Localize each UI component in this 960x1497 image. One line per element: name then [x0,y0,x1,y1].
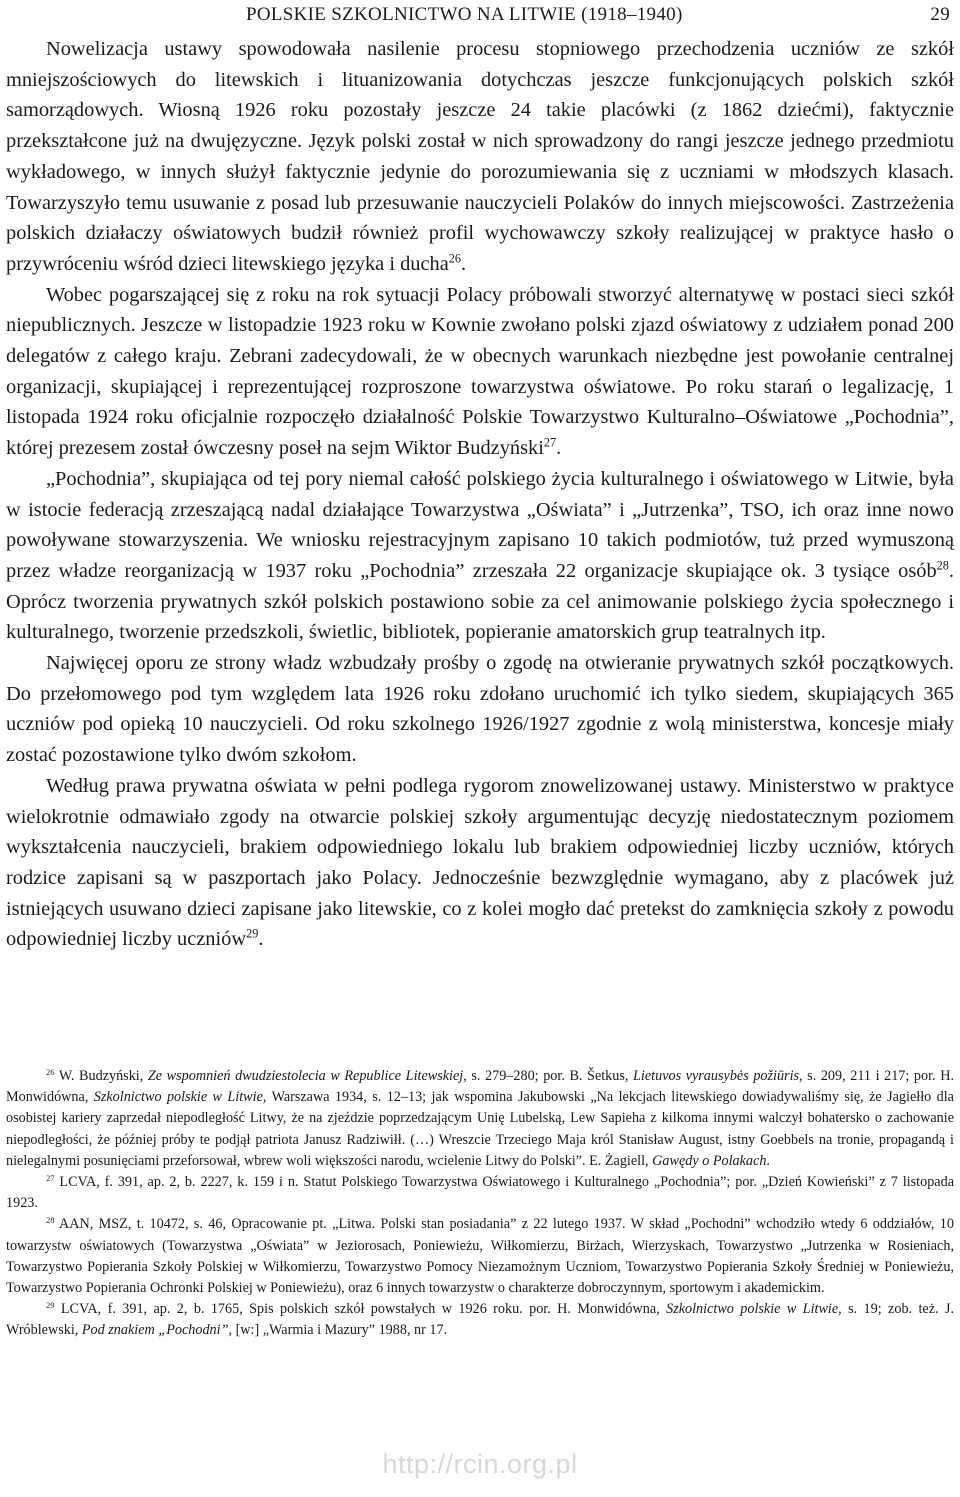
footnote-text: , s. 209, 211 i 217; por. H. Monwidówna, [6,1068,954,1106]
paragraph-3 [6,464,954,648]
footnote-ref-29[interactable]: 29 [246,927,259,942]
footnote-text: LCVA, f. 391, ap. 2, b. 1765, Spis polskich szkół powstałych w 1926 roku. por. H. Monwidówna, [54,1301,667,1318]
footnote-text: LCVA, f. 391, ap. 2, b. 2227, k. 159 i n. Statut Polskiego Towarzystwa Oświatowego i Kulturalnego „Pochodnia”; por. „Dzień Kowieński” z 7 listopada 1923. [6,1174,954,1212]
cited-title: Ze wspomnień dwudziestolecia w Republice Litewskiej [147,1068,464,1084]
footnotes [6,1066,954,1342]
footnote-text: . [766,1152,770,1169]
source-watermark: http://rcin.org.pl [382,1449,578,1479]
footnote-number: 27 [46,1172,55,1183]
footnote-text: W. Budzyński, [54,1068,148,1084]
paragraph-2-end: . [556,437,562,460]
running-head [200,2,950,30]
footnote-28 [6,1214,954,1299]
footnote-number: 28 [46,1215,55,1226]
footnote-29 [6,1299,954,1341]
footnote-text: , Warszawa 1934, s. 12–13; jak wspomina Jakubowski „Na lekcjach litewskiego dowiadywaliśmy się, że Jagiełło dla osobistej kariery zaprzedał niepodległość Litwy, że na zjeździe poprzedzającym Unię Lubelską, Lew Sapieha z kilkoma innymi walczył bohatersko o zachowanie niepodległości, że później próby te podjął patriota Janusz Radziwiłł. (…) Wreszcie Trzeciego Maja król Stanisław August, istny Goebbels na tronie, propagandą i nielegalnymi posunięciami przeforsował, wbrew woli większości narodu, wcielenie Litwy do Polski”. E. Żagiell, [6,1089,954,1169]
paragraph-5 [6,771,954,955]
main-text [6,34,954,955]
paragraph-1-end: . [461,252,467,275]
footnote-number: 26 [46,1066,55,1077]
footnote-text: , s. 19; zob. też. J. Wróblewski, [6,1301,955,1339]
cited-title: Szkolnictwo polskie w Litwie [93,1089,263,1106]
paragraph-4: Najwięcej oporu ze strony władz wzbudzały prośby o zgodę na otwieranie prywatnych szkół początkowych. Do przełomowego pod tym względem lata 1926 roku zdołano uruchomić ich tylko siedem, skupiających 365 uczniów pod opieką 10 nauczycieli. Od roku szkolnego 1926/1927 zgodnie z wolą ministerstwa, koncesje miały zostać pozostawione tylko dwóm szkołom. [6,652,954,767]
paragraph-5-text: Według prawa prywatna oświata w pełni podlega rygorom znowelizowanej ustawy. Ministerstwo w praktyce wielokrotnie odmawiało zgody na otwarcie polskiej szkoły argumentując decyzję niedostatecznym poziomem wykształcenia nauczycieli, brakiem odpowiedniego lokalu lub brakiem odpowiedniej liczby uczniów, których rodzice zapisani są w paszportach jako Polacy. Jednocześnie bezwzględnie wymagano, aby z placówek już istniejących usuwano dzieci zapisane jako litewskie, co z kolei mogło dać pretekst do zamknięcia szkoły z powodu odpowiedniej liczby uczniów [6,774,954,951]
footnote-text: , s. 279–280; por. B. Šetkus, [463,1068,634,1084]
footnote-ref-26[interactable]: 26 [448,251,462,266]
paragraph-3-text: „Pochodnia”, skupiająca od tej pory niemal całość polskiego życia kulturalnego i oświatowego w Litwie, była w istocie federacją zrzeszającą nadal działające Towarzystwa „Oświata” i „Jutrzenka”, TSO, ich oraz inne nowo powoływane stowarzyszenia. We wniosku rejestracyjnym zapisano 10 takich podmiotów, tuż przed wymuszoną przez władze reorganizacją w 1937 roku „Pochodnia” zrzeszała 22 organizacje skupiające ok. 3 tysiące osób [6,467,954,582]
paragraph-1 [6,34,954,280]
paragraph-5-end: . [258,928,264,951]
cited-title: Gawędy o Polakach [652,1152,767,1169]
footnote-ref-27[interactable]: 27 [543,435,557,450]
footnote-27 [6,1172,954,1214]
footnote-ref-28[interactable]: 28 [936,558,949,573]
cited-title: Szkolnictwo polskie w Litwie [666,1301,839,1318]
footnote-number: 29 [46,1300,55,1311]
footnote-26 [6,1066,954,1172]
paragraph-3-end: . Oprócz tworzenia prywatnych szkół polskich postawiono sobie za cel animowanie polskiego życia społecznego i kulturalnego, tworzenie przedszkoli, świetlic, bibliotek, popieranie amatorskich grup teatralnych itp. [6,559,954,644]
page-number: 29 [930,4,950,25]
paragraph-1-text: Nowelizacja ustawy spowodowała nasilenie procesu stopniowego przechodzenia uczniów ze szkół mniejszościowych do litewskich i lituanizowania dotychczas jeszcze funkcjonujących polskich szkół samorządowych. Wiosną 1926 roku pozostały jeszcze 24 takie placówki (z 1862 dziećmi), faktycznie przekształcone już na dwujęzyczne. Język polski został w nich sprowadzony do rangi jeszcze jednego przedmiotu wykładowego, w innych służył faktycznie jedynie do porozumiewania się z uczniami w młodszych klasach. Towarzyszyło temu usuwanie z posad lub przesuwanie nauczycieli Polaków do innych miejscowości. Zastrzeżenia polskich działaczy oświatowych budził również profil wychowawczy szkoły realizującej w praktyce hasło o przywróceniu wśród dzieci litewskiego języka i ducha [6,38,954,275]
running-title: POLSKIE SZKOLNICTWO NA LITWIE (1918–1940) [246,4,683,25]
footnote-text: , [w:] „Warmia i Mazury” 1988, nr 17. [228,1322,448,1339]
paragraph-2 [6,280,954,464]
footnote-text: AAN, MSZ, t. 10472, s. 46, Opracowanie pt. „Litwa. Polski stan posiadania” z 22 lutego 1937. W skład „Pochodni” wchodziło wtedy 6 oddziałów, 10 towarzystw oświatowych (Towarzystwa „Oświata” w Jeziorosach, Poniewieżu, Wiłkomierzu, Birżach, Wierzyskach, Towarzystwo „Jutrzenka w Rosieniach, Towarzystwo Popierania Szkoły Polskiej w Wiłkomierzu, Towarzystwo Pomocy Niezamożnym Uczniom, Towarzystwo Popierania Szkoły Średniej w Poniewieżu, Towarzystwo Popierania Ochronki Polskiej w Poniewieżu), oraz 6 innych towarzystw o charakterze dobroczynnym, sportowym i akademickim. [6,1216,954,1297]
paragraph-2-text: Wobec pogarszającej się z roku na rok sytuacji Polacy próbowali stworzyć alternatywę w postaci sieci szkół niepublicznych. Jeszcze w listopadzie 1923 roku w Kownie zwołano polski zjazd oświatowy z udziałem ponad 200 delegatów z całego kraju. Zebrani zadecydowali, że w obecnych warunkach niezbędne jest powołanie centralnej organizacji, skupiającej i reprezentującej rozproszone towarzystwa oświatowe. Po roku starań o legalizację, 1 listopada 1924 roku oficjalnie rozpoczęło działalność Polskie Towarzystwo Kulturalno–Oświatowe „Pochodnia”, której prezesem został ówczesny poseł na sejm Wiktor Budzyński [6,283,954,460]
cited-title: Pod znakiem „Pochodni” [81,1322,229,1339]
cited-title: Lietuvos vyrausybės požiūris [633,1068,800,1084]
